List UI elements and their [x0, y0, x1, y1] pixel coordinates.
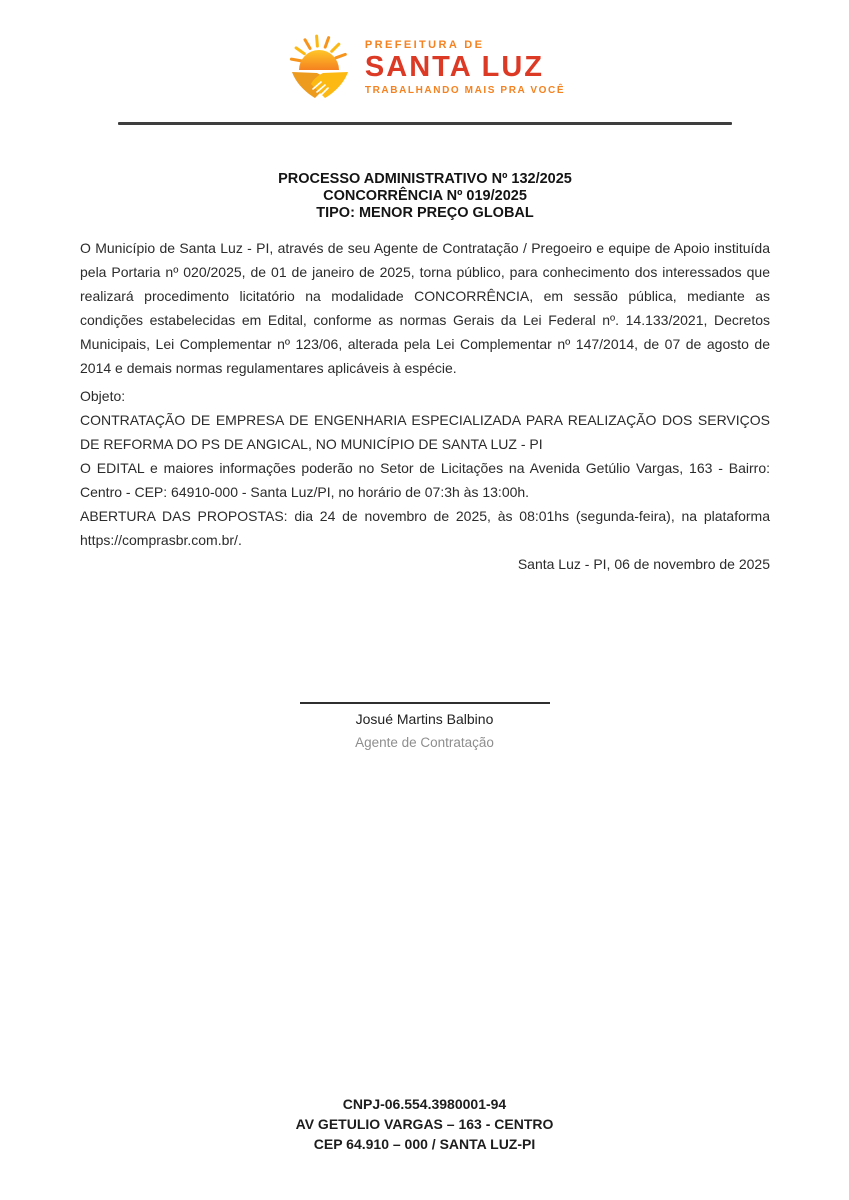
intro-paragraph: O Município de Santa Luz - PI, através de seu Agente de Contratação / Pregoeiro e equipe de Apoio instituída pela Portaria nº 020/2025, de 01 de janeiro de 2025, torna público, para conhecimento dos interessados que realizará procedimento licitatório na modalidade CONCORRÊNCIA, em sessão pública, mediante as condições estabelecidas em Edital, conforme as normas Gerais da Lei Federal nº. 14.133/2021, Decretos Municipais, Lei Complementar nº 123/06, alterada pela Lei Complementar nº 147/2014, de 07 de agosto de 2014 e demais normas regulamentares aplicáveis à espécie. — [80, 240, 770, 376]
edital-paragraph: O EDITAL e maiores informações poderão no Setor de Licitações na Avenida Getúlio Vargas, 163 - Bairro: Centro - CEP: 64910-000 - Santa Luz/PI, no horário de 07:3h às 13:00h. — [80, 460, 770, 500]
title-tipo: TIPO: MENOR PREÇO GLOBAL — [316, 205, 534, 221]
dateline: Santa Luz - PI, 06 de novembro de 2025 — [517, 556, 770, 572]
abertura-paragraph: ABERTURA DAS PROPOSTAS: dia 24 de novembro de 2025, às 08:01hs (segunda-feira), na plataforma https://comprasbr.com.br/. — [80, 508, 770, 548]
objeto-text: CONTRATAÇÃO DE EMPRESA DE ENGENHARIA ESPECIALIZADA PARA REALIZAÇÃO DOS SERVIÇOS DE REFORMA DO PS DE ANGICAL, NO MUNICÍPIO DE SANTA LUZ - PI — [80, 412, 770, 452]
objeto-section — [80, 384, 770, 456]
footer-cnpj: CNPJ-06.554.3980001-94 — [342, 1096, 507, 1112]
title-processo: PROCESSO ADMINISTRATIVO Nº 132/2025 — [278, 171, 572, 187]
objeto-label: Objeto: — [80, 388, 126, 404]
signature-block — [0, 702, 849, 752]
sun-handshake-logo-icon — [284, 26, 356, 108]
signature-line — [300, 702, 550, 704]
letterhead — [0, 26, 849, 108]
document-title — [80, 171, 770, 222]
footer-cep: CEP 64.910 – 000 / SANTA LUZ-PI — [313, 1136, 536, 1152]
logo-prefeitura-label: PREFEITURA DE — [364, 39, 485, 51]
header-divider — [118, 122, 732, 125]
logo-city-name: SANTA LUZ — [364, 51, 544, 83]
signatory-role: Agente de Contratação — [355, 735, 494, 750]
document-footer — [0, 1094, 849, 1154]
signatory-name: Josué Martins Balbino — [355, 711, 494, 727]
footer-address: AV GETULIO VARGAS – 163 - CENTRO — [295, 1116, 554, 1132]
title-concorrencia: CONCORRÊNCIA Nº 019/2025 — [323, 188, 527, 204]
document-body — [80, 236, 770, 576]
logo-slogan: TRABALHANDO MAIS PRA VOCÊ — [364, 85, 566, 96]
logo-text — [365, 26, 565, 96]
